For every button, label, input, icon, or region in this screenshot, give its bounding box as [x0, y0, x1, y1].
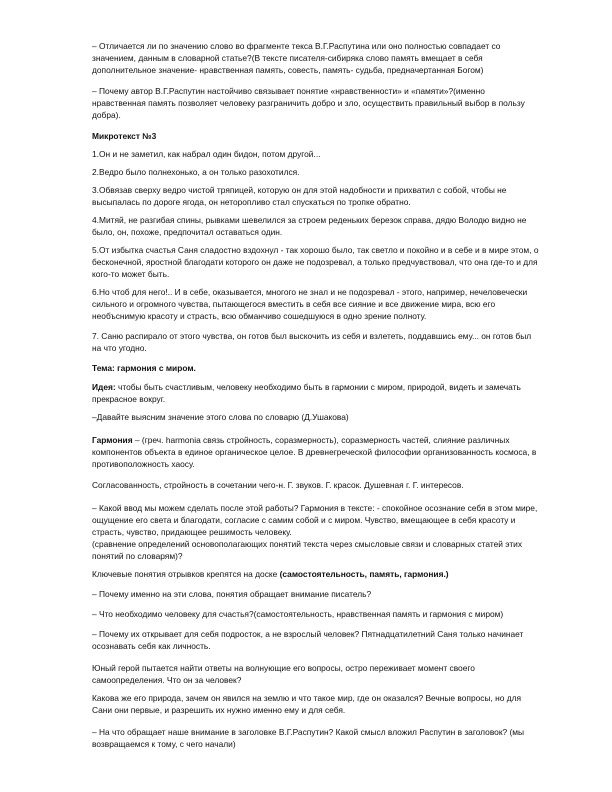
paragraph-4: 2.Ведро было полнехонько, а он только разохотился. [92, 167, 300, 177]
paragraph-20: Юный герой пытается найти ответы на волнующие его вопросы, остро переживает момент своего самоопределения. Что он за человек? [92, 663, 475, 686]
heading-theme: Тема: гармония с миром. [92, 363, 196, 373]
paragraph-harmony [92, 434, 540, 471]
paragraph-6: 4.Митяй, не разгибая спины, рывками шевелился за строем реденьких березок справа, дядю Володю видно не было, он, похоже, предпочитал оставаться один. [92, 215, 527, 238]
paragraph-17: – Почему именно на эти слова, понятия обращает внимание писатель? [92, 589, 372, 599]
harmony-label: Гармония [92, 435, 133, 445]
paragraph-11: –Давайте выясним значение этого слова по словарю (Д.Ушакова) [92, 412, 349, 422]
paragraph-3: 1.Он и не заметил, как набрал один бидон, потом другой... [92, 149, 321, 159]
paragraph-key-concepts [92, 568, 540, 580]
paragraph-2: – Почему автор В.Г.Распутин настойчиво связывает понятие «нравственности» и «памяти»?(именно нравственная память позволяет человеку разграничить добро и зло, осуществить правильный выбор в пользу добра). [92, 86, 525, 121]
paragraph-5: 3.Обвязав сверху ведро чистой тряпицей, которую он для этой надобности и прихватил с собой, чтобы не высыпалась по дороге ягода, он неторопливо стал спускаться по тропке обратно. [92, 185, 507, 208]
paragraph-1: – Отличается ли по значению слово во фрагменте текса В.Г.Распутина или оно полностью совпадает со значением, данным в словарной статье?(В тексте писателя-сибиряка слово память вмещает в себя дополнительное значение- нравственная память, совесть, память- судьба, предначертанная Богом) [92, 41, 501, 76]
key-concepts-text: Ключевые понятия отрывков крепятся на доске [92, 569, 280, 579]
paragraph-18: – Что необходимо человеку для счастья?(самостоятельность, нравственная память и гармония с миром) [92, 609, 504, 619]
paragraph-13: Согласованность, стройность в сочетании чего-н. Г. звуков. Г. красок. Душевная г. Г. интересов. [92, 480, 464, 490]
paragraph-19: – Почему их открывает для себя подросток, а не взрослый человек? Пятнадцатилетний Саня только начинает осознавать себя как личность. [92, 629, 524, 652]
paragraph-9: 7. Саню распирало от этого чувства, он готов был выскочить из себя и взлететь, поддавшись ему... он готов был на что угодно. [92, 331, 532, 354]
paragraph-21: Какова же его природа, зачем он явился на землю и что такое мир, где он оказался? Вечные вопросы, но для Сани они первые, и разрешить их нужно именно ему и для себя. [92, 693, 522, 716]
paragraph-15: (сравнение определений основополагающих понятий текста через смысловые связи и словарных статей этих понятий по словарям)? [92, 539, 523, 562]
paragraph-8: 6.Но чтоб для него!.. И в себе, оказывается, многого не знал и не подозревал - этого, например, нечеловечески сильного и огромного чувства, пытающегося вместить в себя все сияние и все движение мира, всю его необъснимую красоту и страсть, всю обманчиво сошедшуюся в одно зрение полноту. [92, 287, 528, 322]
harmony-text: – (греч. harmonia связь стройность, соразмерность), соразмерность частей, слияние различных компонентов объекта в единое органическое целое. В древнегреческой философии организованность космоса, в противоположность хаосу. [92, 435, 537, 470]
key-concepts-list: (самостоятельность, память, гармония.) [279, 569, 449, 579]
paragraph-22: – На что обращает наше внимание в заголовке В.Г.Распутин? Какой смысл вложил Распутин в заголовок? (мы возвращаемся к тому, с чего начали) [92, 727, 525, 750]
idea-text: чтобы быть счастливым, человеку необходимо быть в гармонии с миром, природой, видеть и замечать прекрасное вокруг. [92, 382, 521, 405]
paragraph-idea [92, 381, 540, 405]
paragraph-7: 5.От избытка счастья Саня сладостно вздохнул - так хорошо было, так светло и покойно и в себе и в мире этом, о бесконечной, яростной благодати которого он даже не подозревал, а только предчувствовал, что она где-то и для кого-то может быть. [92, 245, 539, 280]
paragraph-14: – Какой ввод мы можем сделать после этой работы? Гармония в тексте: - спокойное осознание себя в этом мире, ощущение его света и благодати, согласие с самим собой и с миром. Чувство, вмещающее в себя красоту и страсть, чувство, придающее решимость человеку. [92, 503, 538, 538]
heading-microtext-3: Микротекст №3 [92, 131, 157, 141]
idea-label: Идея: [92, 382, 116, 392]
